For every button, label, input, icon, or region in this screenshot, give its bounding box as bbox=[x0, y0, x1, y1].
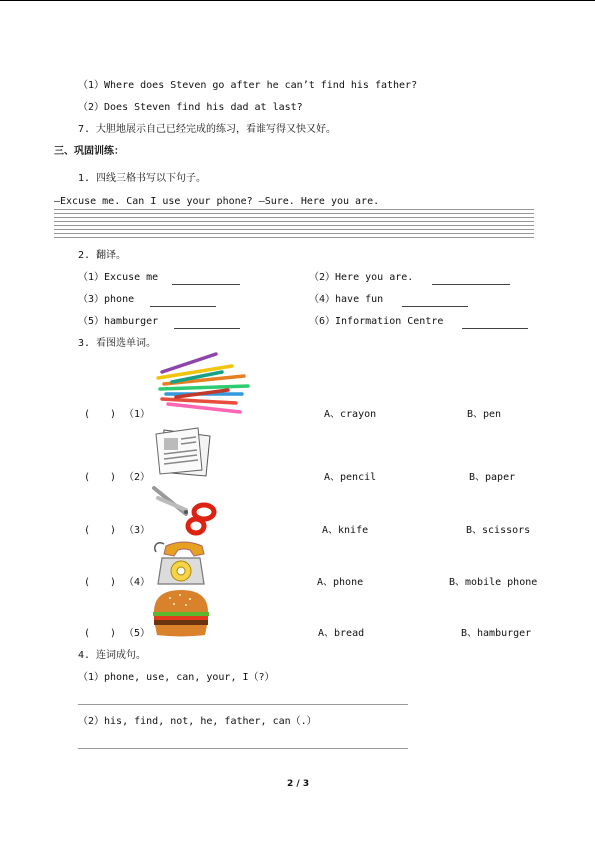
answer-paren-5[interactable]: ( ) bbox=[84, 628, 117, 639]
translate-item-6: （6）Information Centre bbox=[309, 316, 444, 327]
telephone-icon bbox=[150, 538, 208, 590]
answer-blank-5[interactable] bbox=[174, 328, 240, 329]
item-number-2: （2） bbox=[124, 472, 151, 483]
answer-line-1[interactable] bbox=[78, 704, 408, 705]
answer-paren-1[interactable]: ( ) bbox=[84, 409, 117, 420]
answer-paren-4[interactable]: ( ) bbox=[84, 577, 117, 588]
section-3-title: 三、巩固训练： bbox=[54, 146, 124, 157]
option-b-1: B、pen bbox=[467, 409, 502, 420]
translate-item-2: （2）Here you are. bbox=[309, 272, 414, 283]
q2-title: 2. 翻译。 bbox=[78, 250, 127, 261]
answer-blank-4[interactable] bbox=[402, 306, 468, 307]
option-a-3: A、knife bbox=[322, 525, 369, 536]
translate-item-5: （5）hamburger bbox=[78, 316, 159, 327]
answer-blank-3[interactable] bbox=[150, 306, 216, 307]
answer-blank-6[interactable] bbox=[462, 328, 528, 329]
q1-sentence: —Excuse me. Can I use your phone? —Sure. Here you are. bbox=[54, 196, 380, 207]
option-a-1: A、crayon bbox=[324, 409, 377, 420]
q3-title: 3. 看图选单词。 bbox=[78, 338, 157, 349]
item-number-5: （5） bbox=[124, 628, 151, 639]
hamburger-icon bbox=[150, 588, 212, 638]
answer-paren-2[interactable]: ( ) bbox=[84, 472, 117, 483]
four-line-grid-2[interactable] bbox=[54, 225, 534, 241]
answer-blank-1[interactable] bbox=[172, 284, 240, 285]
option-b-3: B、scissors bbox=[466, 525, 531, 536]
paper-icon bbox=[150, 424, 218, 480]
answer-blank-2[interactable] bbox=[432, 284, 510, 285]
question-6-1: （1）Where does Steven go after he can’t find his father? bbox=[78, 80, 418, 91]
q4-item-2: （2）his, find, not, he, father, can（.） bbox=[78, 716, 317, 727]
q4-title: 4. 连词成句。 bbox=[78, 650, 147, 661]
translate-item-4: （4）have fun bbox=[309, 294, 384, 305]
item-number-4: （4） bbox=[124, 577, 151, 588]
q4-item-1: （1）phone, use, can, your, I（?） bbox=[78, 672, 275, 683]
page-number: 2 / 3 bbox=[287, 779, 310, 789]
answer-line-2[interactable] bbox=[78, 748, 408, 749]
question-6-2: （2）Does Steven find his dad at last? bbox=[78, 102, 303, 113]
option-a-4: A、phone bbox=[317, 577, 364, 588]
item-number-1: （1） bbox=[124, 409, 151, 420]
question-7: 7. 大胆地展示自己已经完成的练习，看谁写得又快又好。 bbox=[78, 124, 337, 135]
translate-item-3: （3）phone bbox=[78, 294, 135, 305]
q1-title: 1. 四线三格书写以下句子。 bbox=[78, 173, 207, 184]
option-a-5: A、bread bbox=[318, 628, 365, 639]
option-b-4: B、mobile phone bbox=[449, 577, 538, 588]
top-border bbox=[0, 0, 595, 1]
scissors-icon bbox=[150, 484, 220, 536]
option-b-2: B、paper bbox=[469, 472, 516, 483]
translate-item-1: （1）Excuse me bbox=[78, 272, 159, 283]
option-b-5: B、hamburger bbox=[461, 628, 532, 639]
crayons-icon bbox=[152, 352, 254, 418]
option-a-2: A、pencil bbox=[324, 472, 377, 483]
four-line-grid-1[interactable] bbox=[54, 209, 534, 225]
answer-paren-3[interactable]: ( ) bbox=[84, 525, 117, 536]
item-number-3: （3） bbox=[124, 525, 151, 536]
